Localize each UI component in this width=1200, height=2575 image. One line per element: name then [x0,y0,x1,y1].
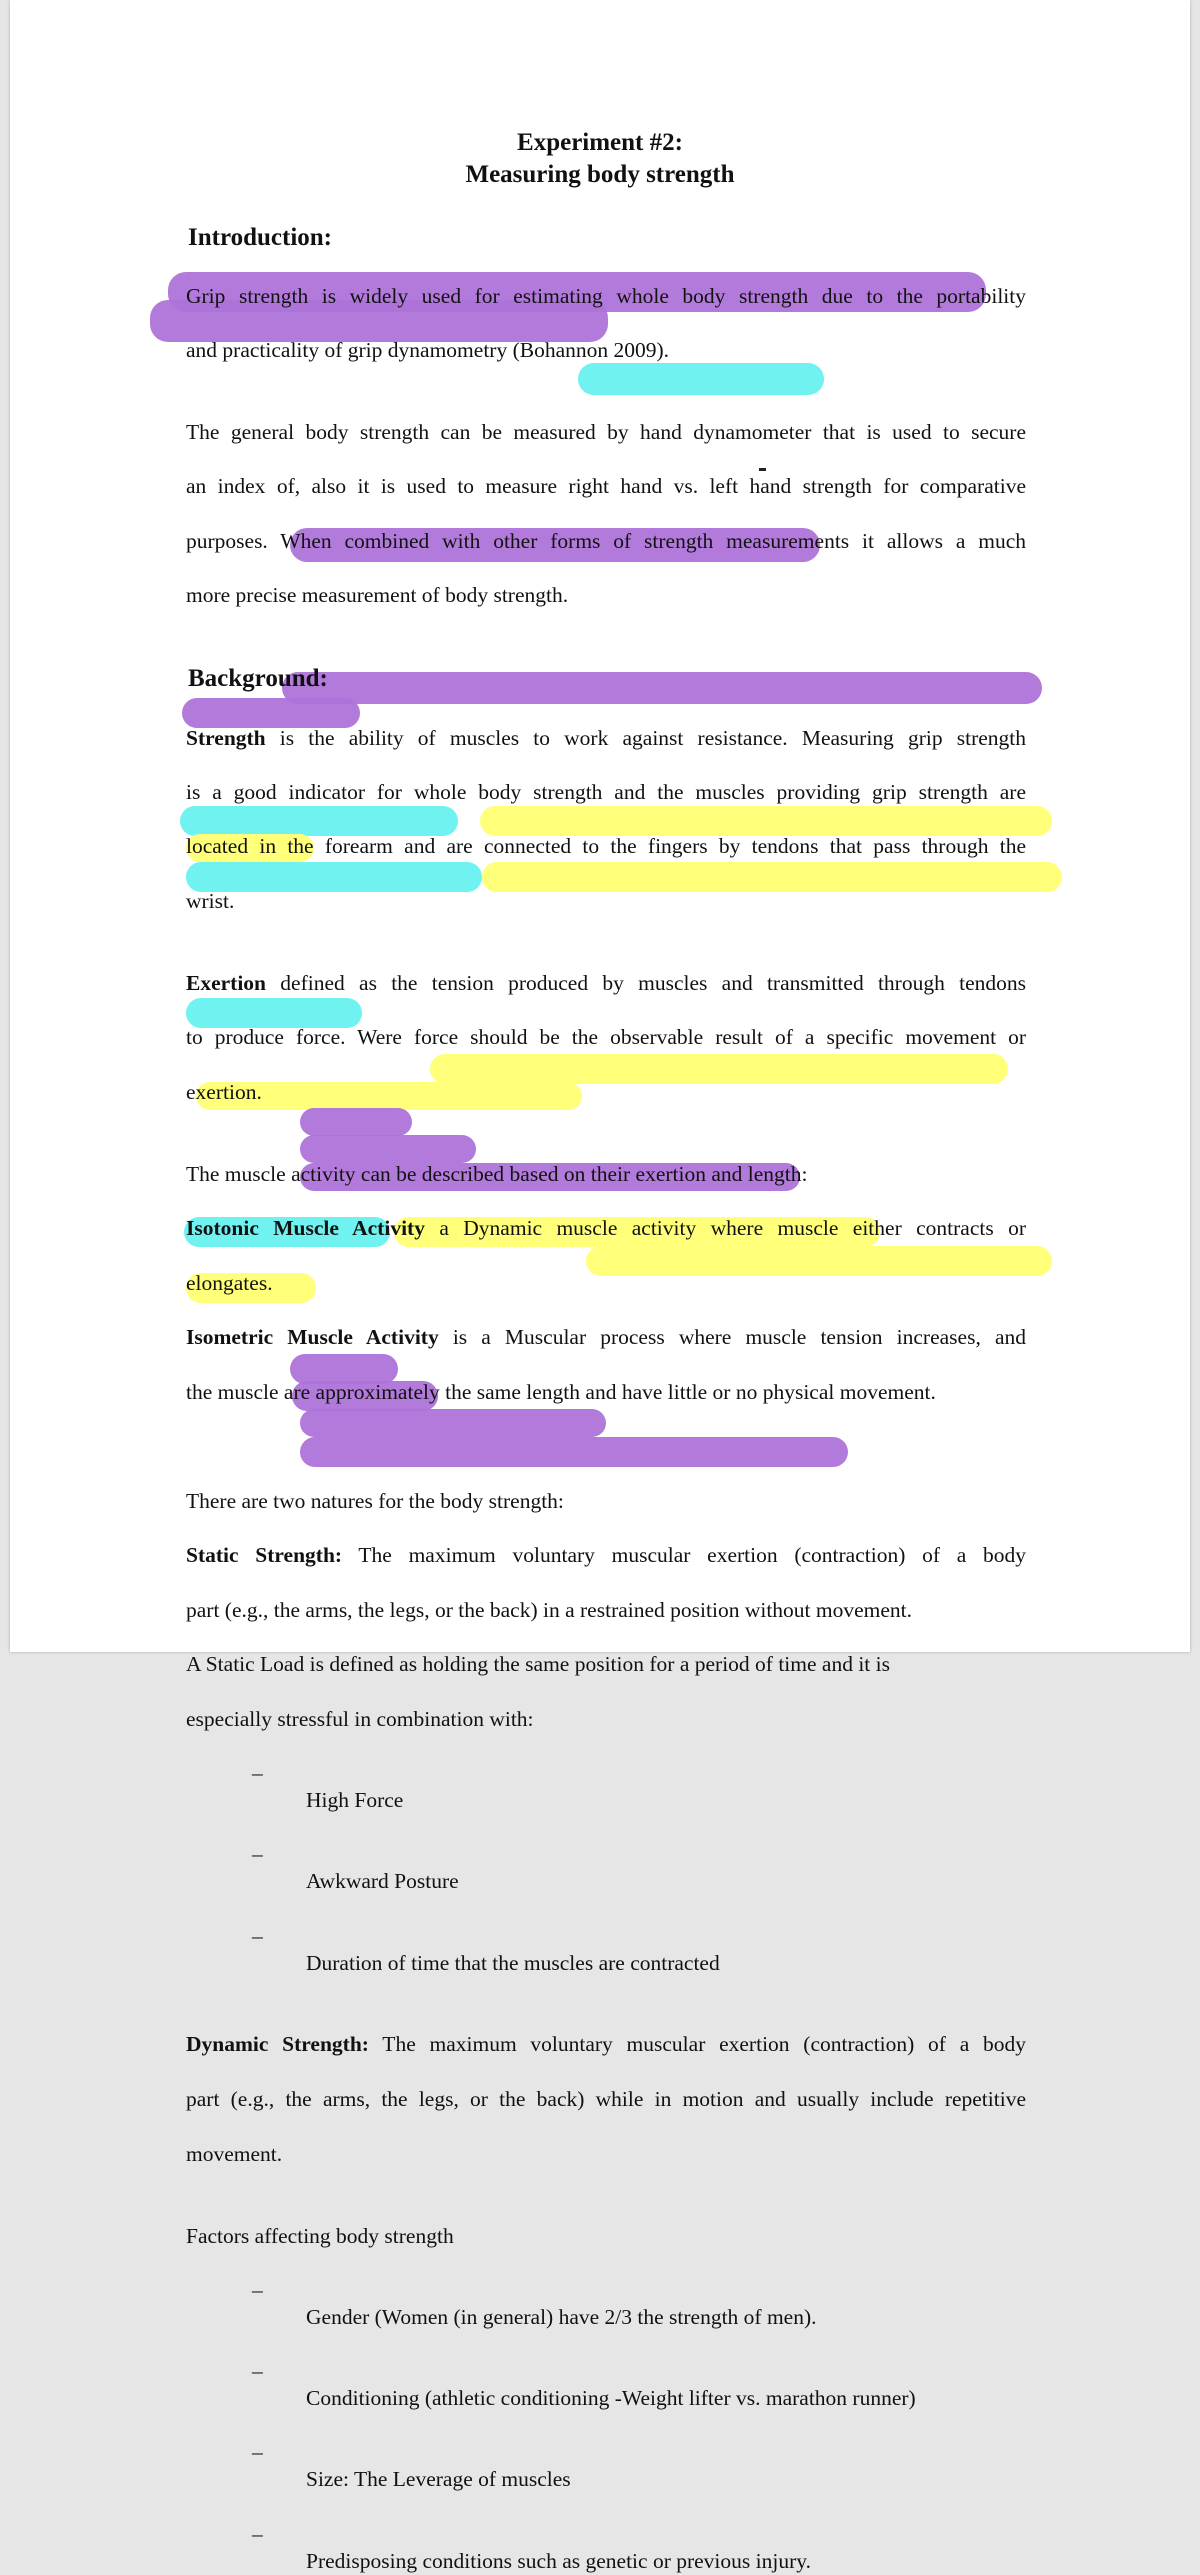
static-line: especially stressful in combination with: [186,1707,534,1731]
static-line: part (e.g., the arms, the legs, or the back) in a restrained position without movement. [186,1598,913,1622]
list-bullet: – [252,1842,263,1866]
isotonic-text: a Dynamic muscle activity where muscle either contracts or [424,1216,1026,1240]
highlight-purple [300,1135,476,1163]
strength-line: wrist. [186,889,235,913]
highlight-cyan [180,806,458,836]
strength-line [186,725,1026,752]
isometric-term: Isometric Muscle Activity [186,1325,439,1349]
list-bullet: – [252,2359,263,2383]
strength-line: is a good indicator for whole body strength and the muscles providing grip strength are [186,780,1026,804]
static-line [186,1542,1026,1569]
background-heading: Background: [188,665,328,692]
activity-intro: The muscle activity can be described based on their exertion and length: [186,1162,808,1186]
isometric-line: the muscle are approximately the same length and have little or no physical movement. [186,1380,936,1404]
strength-line: located in the forearm and are connected to the fingers by tendons that pass through the [186,834,1026,858]
highlight-yellow [480,806,1052,836]
intro-p2-line: more precise measurement of body strength. [186,583,569,607]
document-page [10,0,1190,2573]
dynamic-line [186,2031,1026,2058]
exertion-line: exertion. [186,1080,262,1104]
highlight-purple [300,1108,412,1136]
isometric-text: is a Muscular process where muscle tension increases, and [438,1325,1026,1349]
exertion-line [186,970,1026,997]
dynamic-line: movement. [186,2142,283,2166]
list-bullet: – [252,2522,263,2546]
intro-p2-line: The general body strength can be measured by hand dynamometer that is used to secure [186,420,1026,444]
list-bullet: – [252,2278,263,2302]
introduction-heading: Introduction: [188,224,333,251]
exertion-text: defined as the tension produced by muscles and transmitted through tendons [266,971,1026,995]
factors-intro: Factors affecting body strength [186,2224,454,2248]
document-subtitle: Measuring body strength [465,161,735,188]
exertion-term: Exertion [186,971,267,995]
static-text: The maximum voluntary muscular exertion (contraction) of a body [342,1543,1026,1567]
highlight-purple [300,1409,606,1437]
stray-mark [759,468,766,471]
factors-list-item: Gender (Women (in general) have 2/3 the strength of men). [306,2305,817,2329]
isometric-line [186,1324,1026,1351]
strength-term: Strength [186,726,266,750]
isotonic-line [186,1215,1026,1242]
static-list-item: High Force [306,1788,404,1812]
factors-list-item: Conditioning (athletic conditioning -Weight lifter vs. marathon runner) [306,2386,916,2410]
static-line: A Static Load is defined as holding the same position for a period of time and it is [186,1652,890,1676]
intro-p2-line: an index of, also it is used to measure right hand vs. left hand strength for comparative [186,474,1026,498]
factors-list-item: Predisposing conditions such as genetic or previous injury. [306,2549,811,2573]
document-title: Experiment #2: [517,129,683,156]
static-list-item: Awkward Posture [306,1869,459,1893]
intro-p1-line: and practicality of grip dynamometry (Bohannon 2009). [186,338,670,362]
list-bullet: – [252,1924,263,1948]
dynamic-term: Dynamic Strength: [186,2032,369,2056]
strength-text: is the ability of muscles to work against resistance. Measuring grip strength [265,726,1026,750]
highlight-purple [182,698,360,728]
intro-p2-line: purposes. When combined with other forms of strength measurements it allows a much [186,529,1026,553]
highlight-purple [300,1437,848,1467]
dynamic-text: The maximum voluntary muscular exertion (contraction) of a body [368,2032,1026,2056]
static-term: Static Strength: [186,1543,343,1567]
natures-intro: There are two natures for the body strength: [186,1489,564,1513]
highlight-cyan [578,363,824,395]
list-bullet: – [252,1761,263,1785]
static-list-item: Duration of time that the muscles are contracted [306,1951,720,1975]
dynamic-line: part (e.g., the arms, the legs, or the back) while in motion and usually include repetitive [186,2087,1026,2111]
intro-p1-line: Grip strength is widely used for estimating whole body strength due to the portability [186,284,1026,308]
factors-list-item: Size: The Leverage of muscles [306,2467,571,2491]
list-bullet: – [252,2440,263,2464]
exertion-line: to produce force. Were force should be the observable result of a specific movement or [186,1025,1026,1049]
isotonic-term: Isotonic Muscle Activity [186,1216,425,1240]
isotonic-line: elongates. [186,1271,273,1295]
